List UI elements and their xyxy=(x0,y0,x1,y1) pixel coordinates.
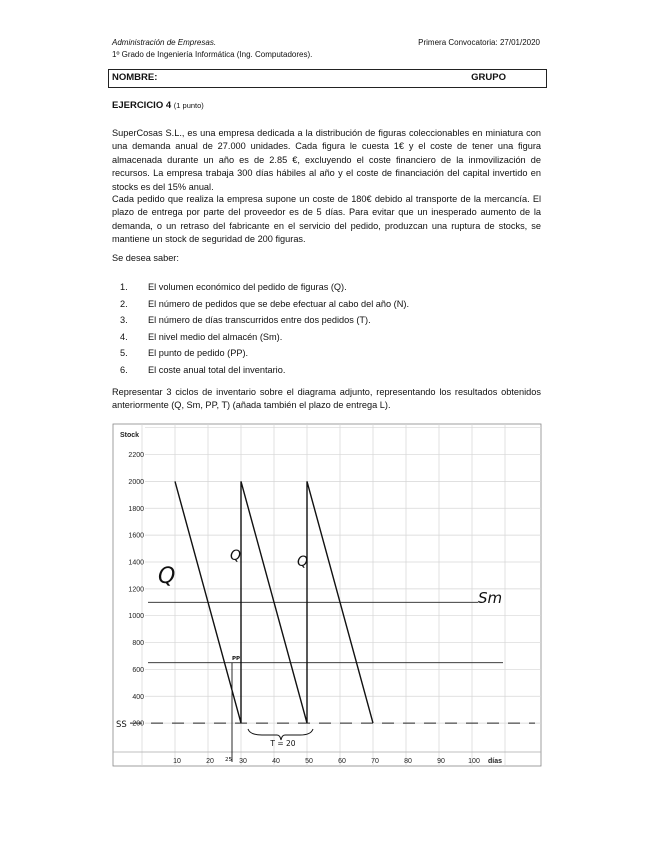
lead-time-label: 25 xyxy=(225,757,232,763)
reference-lines xyxy=(130,602,535,723)
x-tick-label: 70 xyxy=(371,758,379,765)
x-tick-label: 20 xyxy=(206,758,214,765)
t-label: T = 20 xyxy=(270,739,296,748)
paragraph-question-intro: Se desea saber: xyxy=(112,253,179,263)
x-tick-label: 60 xyxy=(338,758,346,765)
y-tick-label: 200 xyxy=(132,720,144,728)
chart-frame xyxy=(113,424,541,766)
course-name: Administración de Empresas. xyxy=(112,38,217,47)
q-label: Q xyxy=(158,564,176,589)
x-tick-label: 80 xyxy=(404,758,412,765)
paragraph-problem: SuperCosas S.L., es una empresa dedicada a la distribución de figuras coleccionables en miniatura con una demanda anual de 27.000 unidades. Cada figura le cuesta 1€ y el coste de tener una figura almacenada durante un año es de 2.85 €, excluyendo el coste financiero de la inmovilización de recursos. La empresa trabaja 300 días hábiles al año y el coste de financiación del capital invertido en stocks es del 15% anual. xyxy=(112,128,541,192)
chart-grid xyxy=(113,424,541,766)
sm-label: Sm xyxy=(478,589,503,607)
group-label: GRUPO xyxy=(471,72,506,83)
paragraph-instruction: Representar 3 ciclos de inventario sobre el diagrama adjunto, representando los resultados obtenidos anteriormente (Q, Sm, PP, T) (añada también el plazo de entrega L). xyxy=(112,387,541,411)
list-item: 1. El volumen económico del pedido de figuras (Q). xyxy=(120,282,347,292)
pp-label: PP xyxy=(232,656,241,662)
list-item: 5. El punto de pedido (PP). xyxy=(120,348,249,359)
ss-label: SS xyxy=(116,720,127,730)
x-tick-label: 30 xyxy=(239,758,247,765)
list-item: 4. El nivel medio del almacén (Sm). xyxy=(120,331,283,342)
exercise-number: EJERCICIO 4 xyxy=(112,100,172,111)
y-tick-label: 1800 xyxy=(128,505,144,513)
exam-date: Primera Convocatoria: 27/01/2020 xyxy=(418,38,540,47)
y-tick-label: 1400 xyxy=(128,559,144,567)
y-tick-label: 1000 xyxy=(128,613,144,621)
paragraph-orders: Cada pedido que realiza la empresa supone un coste de 180€ debido al transporte de la mercancía. El plazo de entrega por parte del proveedor es de 5 días. Para evitar que un inesperado aumento de la demanda, o un retraso del fabricante en el servicio del pedido, produzcan una ruptura de stocks, se mantiene un stock de seguridad de 200 figuras. xyxy=(112,194,541,245)
x-tick-label: 10 xyxy=(173,758,181,765)
chart-ticks xyxy=(120,432,502,765)
y-tick-label: 600 xyxy=(132,666,144,674)
q-label: Q xyxy=(297,554,309,570)
y-tick-label: 400 xyxy=(132,693,144,701)
y-tick-label: 1200 xyxy=(128,586,144,594)
x-tick-label: 90 xyxy=(437,758,445,765)
list-item: 2. El número de pedidos que se debe efectuar al cabo del año (N). xyxy=(120,298,409,309)
x-tick-label: 40 xyxy=(272,758,280,765)
y-tick-label: 800 xyxy=(132,640,144,648)
degree-name: 1º Grado de Ingeniería Informática (Ing. Computadores). xyxy=(112,50,313,59)
y-tick-label: 2000 xyxy=(128,478,144,486)
x-tick-label: 100 xyxy=(468,758,480,765)
y-tick-label: 1600 xyxy=(128,532,144,540)
exercise-points: (1 punto) xyxy=(173,101,204,110)
y-axis-label: Stock xyxy=(120,432,140,439)
chart-annotations xyxy=(116,548,502,763)
list-item: 3. El número de días transcurridos entre dos pedidos (T). xyxy=(120,315,371,326)
x-axis-label: días xyxy=(488,758,503,765)
y-tick-label: 2200 xyxy=(128,452,144,460)
q-label: Q xyxy=(230,548,242,564)
x-tick-label: 50 xyxy=(305,758,313,765)
name-label: NOMBRE: xyxy=(112,72,158,83)
list-item: 6. El coste anual total del inventario. xyxy=(120,364,286,375)
